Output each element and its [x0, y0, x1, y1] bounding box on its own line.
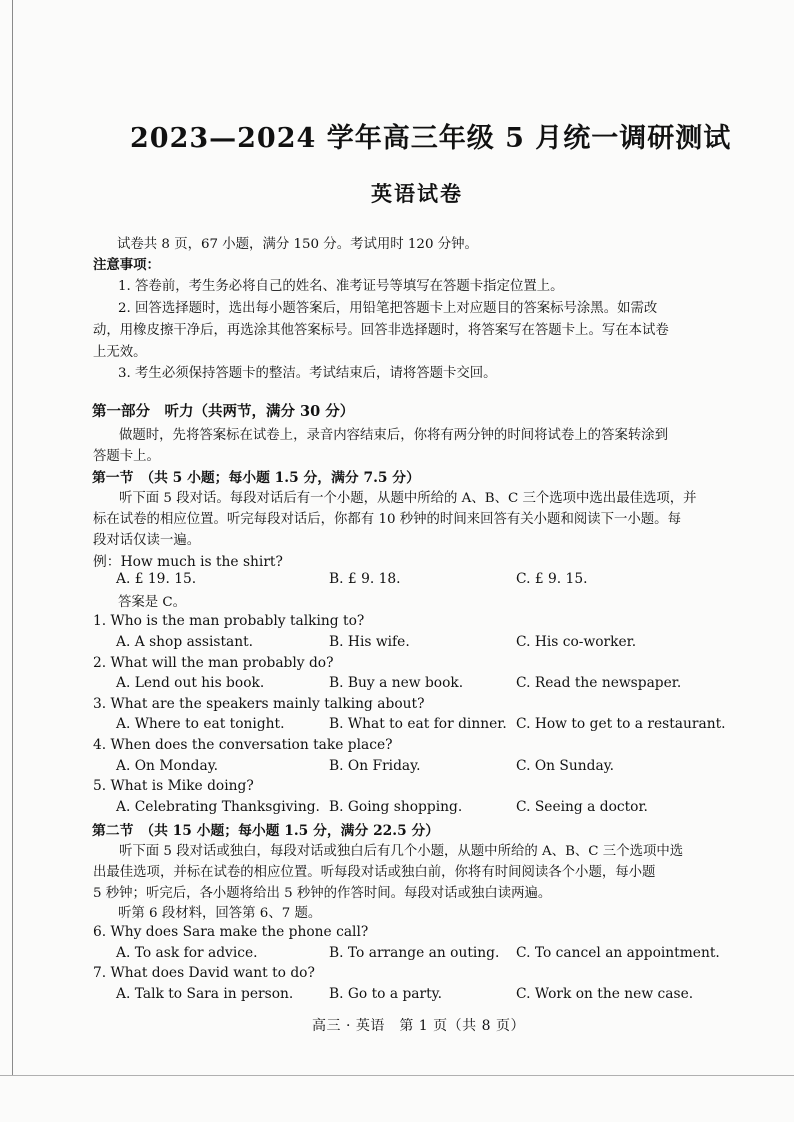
scan-edge-left — [0, 0, 13, 1075]
notice-item-1: 1. 答卷前，考生务必将自己的姓名、准考证号等填写在答题卡指定位置上。 — [118, 279, 564, 294]
exam-title: 2023—2024 学年高三年级 5 月统一调研测试 — [130, 123, 732, 154]
question-5-option-c: C. Seeing a doctor. — [516, 799, 648, 815]
question-7-option-a: A. Talk to Sara in person. — [116, 986, 294, 1002]
notice-item-2-line-1: 2. 回答选择题时，选出每小题答案后，用铅笔把答题卡上对应题目的答案标号涂黑。如需改 — [118, 301, 658, 316]
section-2-instruction-line-3: 5 秒钟；听完后，各小题将给出 5 秒钟的作答时间。每段对话或独白读两遍。 — [93, 886, 552, 901]
question-4-option-a: A. On Monday. — [116, 758, 219, 774]
question-3: 3. What are the speakers mainly talking about? — [93, 696, 425, 712]
page-footer: 高三 · 英语 第 1 页（共 8 页） — [312, 1018, 525, 1034]
section-1-instruction-line-2: 标在试卷的相应位置。听完每段对话后，你都有 10 秒钟的时间来回答有关小题和阅读下一小题。每 — [93, 512, 681, 527]
question-5-option-a: A. Celebrating Thanksgiving. — [116, 799, 320, 815]
question-3-option-c: C. How to get to a restaurant. — [516, 716, 726, 732]
question-7-option-b: B. Go to a party. — [329, 986, 443, 1002]
exam-subtitle: 英语试卷 — [371, 181, 463, 206]
material-note-6: 听第 6 段材料，回答第 6、7 题。 — [118, 906, 322, 921]
section-2-instruction-line-1: 听下面 5 段对话或独白，每段对话或独白后有几个小题，从题中所给的 A、B、C 三个选项中选 — [119, 844, 684, 859]
example-option-b: B. £ 9. 18. — [329, 571, 401, 587]
question-3-option-a: A. Where to eat tonight. — [116, 716, 285, 732]
question-2: 2. What will the man probably do? — [93, 655, 334, 671]
part-1-instruction-line-1: 做题时，先将答案标在试卷上，录音内容结束后，你将有两分钟的时间将试卷上的答案转涂到 — [119, 428, 669, 443]
section-1-instruction-line-1: 听下面 5 段对话。每段对话后有一个小题，从题中所给的 A、B、C 三个选项中选出最佳选项，并 — [119, 491, 697, 506]
example-answer: 答案是 C。 — [118, 595, 187, 610]
question-4-option-c: C. On Sunday. — [516, 758, 615, 774]
question-2-option-b: B. Buy a new book. — [329, 675, 464, 691]
question-4: 4. When does the conversation take place? — [93, 737, 393, 753]
scan-edge-bottom — [0, 1075, 794, 1076]
question-7: 7. What does David want to do? — [93, 965, 315, 981]
exam-summary: 试卷共 8 页，67 小题，满分 150 分。考试用时 120 分钟。 — [117, 237, 478, 252]
notice-item-2-line-3: 上无效。 — [93, 345, 147, 360]
example-question: 例：How much is the shirt? — [93, 554, 283, 570]
question-6-option-b: B. To arrange an outing. — [329, 945, 500, 961]
example-option-c: C. £ 9. 15. — [516, 571, 588, 587]
question-6-option-c: C. To cancel an appointment. — [516, 945, 720, 961]
notice-title: 注意事项： — [93, 257, 160, 273]
notice-item-2-line-2: 动，用橡皮擦干净后，再选涂其他答案标号。回答非选择题时，将答案写在答题卡上。写在本试卷 — [93, 323, 669, 338]
example-option-a: A. £ 19. 15. — [116, 571, 197, 587]
question-6: 6. Why does Sara make the phone call? — [93, 924, 369, 940]
question-1-option-b: B. His wife. — [329, 634, 410, 650]
section-1-heading: 第一节 （共 5 小题；每小题 1.5 分，满分 7.5 分） — [92, 470, 420, 486]
question-6-option-a: A. To ask for advice. — [116, 945, 258, 961]
question-4-option-b: B. On Friday. — [329, 758, 421, 774]
notice-item-3: 3. 考生必须保持答题卡的整洁。考试结束后，请将答题卡交回。 — [118, 366, 497, 381]
question-1-option-a: A. A shop assistant. — [116, 634, 254, 650]
part-1-heading: 第一部分 听力（共两节，满分 30 分） — [92, 403, 355, 420]
question-1: 1. Who is the man probably talking to? — [93, 613, 365, 629]
part-1-instruction-line-2: 答题卡上。 — [93, 449, 160, 464]
question-7-option-c: C. Work on the new case. — [516, 986, 694, 1002]
question-3-option-b: B. What to eat for dinner. — [329, 716, 507, 732]
section-1-instruction-line-3: 段对话仅读一遍。 — [93, 533, 201, 548]
section-2-heading: 第二节 （共 15 小题；每小题 1.5 分，满分 22.5 分） — [92, 823, 440, 839]
question-2-option-c: C. Read the newspaper. — [516, 675, 682, 691]
question-2-option-a: A. Lend out his book. — [116, 675, 265, 691]
question-5-option-b: B. Going shopping. — [329, 799, 463, 815]
question-1-option-c: C. His co-worker. — [516, 634, 637, 650]
section-2-instruction-line-2: 出最佳选项，并标在试卷的相应位置。听每段对话或独白前，你将有时间阅读各个小题，每小题 — [93, 865, 656, 880]
question-5: 5. What is Mike doing? — [93, 778, 254, 794]
